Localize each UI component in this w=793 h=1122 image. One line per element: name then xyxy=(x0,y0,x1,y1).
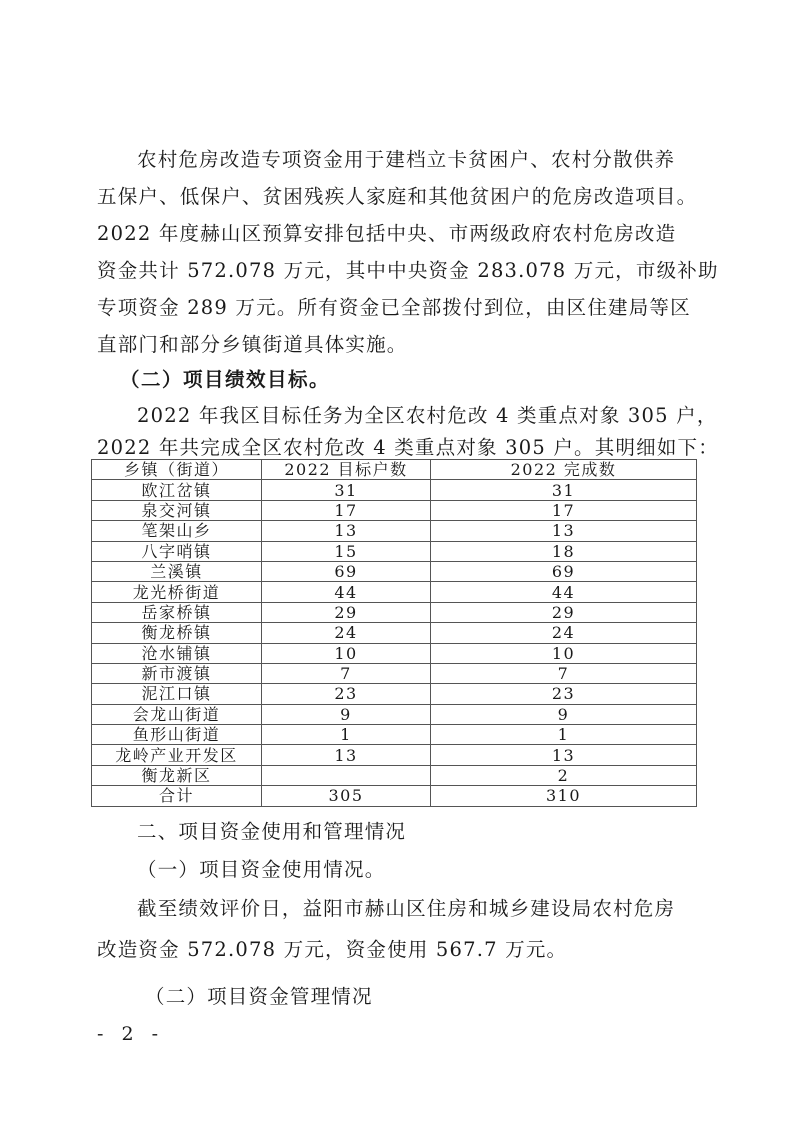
text-line: 2022 年共完成全区农村危改 4 类重点对象 305 户。其明细如下： xyxy=(97,436,719,459)
cell-completed: 1 xyxy=(431,725,697,745)
cell-target: 15 xyxy=(262,541,431,561)
cell-completed: 17 xyxy=(431,500,697,520)
table-row xyxy=(92,480,697,500)
cell-target: 69 xyxy=(262,561,431,581)
table-row xyxy=(92,663,697,683)
text-line: 资金共计 572.078 万元，其中中央资金 283.078 万元，市级补助 xyxy=(97,259,719,282)
cell-target: 29 xyxy=(262,602,431,622)
cell-completed: 13 xyxy=(431,521,697,541)
renovation-table xyxy=(91,459,697,807)
text-line: 直部门和部分乡镇街道具体实施。 xyxy=(97,333,408,356)
cell-town: 鱼形山街道 xyxy=(92,725,262,745)
cell-target: 1 xyxy=(262,725,431,745)
text-line: 2022 年我区目标任务为全区农村危改 4 类重点对象 305 户， xyxy=(137,404,718,427)
cell-town: 合计 xyxy=(92,786,262,806)
cell-town: 新市渡镇 xyxy=(92,663,262,683)
cell-completed: 69 xyxy=(431,561,697,581)
section-heading-performance-goals: （二）项目绩效目标。 xyxy=(120,368,331,391)
cell-completed: 2 xyxy=(431,765,697,785)
cell-target: 13 xyxy=(262,745,431,765)
cell-completed: 18 xyxy=(431,541,697,561)
cell-target: 305 xyxy=(262,786,431,806)
text-line: 截至绩效评价日，益阳市赫山区住房和城乡建设局农村危房 xyxy=(137,897,676,920)
text-line: 五保户、低保户、贫困残疾人家庭和其他贫困户的危房改造项目。 xyxy=(97,185,698,208)
cell-town: 泉交河镇 xyxy=(92,500,262,520)
cell-target: 31 xyxy=(262,480,431,500)
cell-town: 沧水铺镇 xyxy=(92,643,262,663)
table-row xyxy=(92,521,697,541)
table-row xyxy=(92,684,697,704)
cell-completed: 23 xyxy=(431,684,697,704)
cell-completed: 31 xyxy=(431,480,697,500)
cell-town: 龙岭产业开发区 xyxy=(92,745,262,765)
cell-town: 会龙山街道 xyxy=(92,704,262,724)
cell-completed: 44 xyxy=(431,582,697,602)
table-row xyxy=(92,602,697,622)
table-row xyxy=(92,500,697,520)
table-row xyxy=(92,786,697,806)
cell-town: 龙光桥街道 xyxy=(92,582,262,602)
table-row xyxy=(92,643,697,663)
cell-target: 7 xyxy=(262,663,431,683)
cell-target xyxy=(262,765,431,785)
header-target: 2022 目标户数 xyxy=(262,460,431,480)
cell-town: 八字哨镇 xyxy=(92,541,262,561)
cell-completed: 13 xyxy=(431,745,697,765)
text-line: 2022 年度赫山区预算安排包括中央、市两级政府农村危房改造 xyxy=(97,222,677,245)
table-row xyxy=(92,623,697,643)
table-row xyxy=(92,745,697,765)
subheading-fund-usage: （一）项目资金使用情况。 xyxy=(137,858,386,881)
text-line: 农村危房改造专项资金用于建档立卡贫困户、农村分散供养 xyxy=(137,148,676,171)
cell-town: 兰溪镇 xyxy=(92,561,262,581)
cell-town: 泥江口镇 xyxy=(92,684,262,704)
table-row xyxy=(92,765,697,785)
cell-target: 23 xyxy=(262,684,431,704)
cell-target: 10 xyxy=(262,643,431,663)
header-completed: 2022 完成数 xyxy=(431,460,697,480)
subheading-fund-management: （二）项目资金管理情况 xyxy=(145,985,373,1008)
cell-completed: 10 xyxy=(431,643,697,663)
cell-town: 欧江岔镇 xyxy=(92,480,262,500)
table-row xyxy=(92,582,697,602)
cell-town: 衡龙新区 xyxy=(92,765,262,785)
text-line: 改造资金 572.078 万元，资金使用 567.7 万元。 xyxy=(97,938,568,961)
cell-completed: 29 xyxy=(431,602,697,622)
cell-target: 44 xyxy=(262,582,431,602)
cell-completed: 310 xyxy=(431,786,697,806)
cell-town: 岳家桥镇 xyxy=(92,602,262,622)
cell-completed: 9 xyxy=(431,704,697,724)
section-heading-fund-usage-management: 二、项目资金使用和管理情况 xyxy=(137,820,407,843)
cell-completed: 24 xyxy=(431,623,697,643)
table-row xyxy=(92,561,697,581)
text-line: 专项资金 289 万元。所有资金已全部拨付到位，由区住建局等区 xyxy=(97,296,691,319)
header-town: 乡镇（街道） xyxy=(92,460,262,480)
cell-target: 13 xyxy=(262,521,431,541)
cell-target: 9 xyxy=(262,704,431,724)
cell-completed: 7 xyxy=(431,663,697,683)
cell-target: 17 xyxy=(262,500,431,520)
cell-target: 24 xyxy=(262,623,431,643)
table-row xyxy=(92,541,697,561)
table-header-row xyxy=(92,460,697,480)
table-row xyxy=(92,704,697,724)
table-row xyxy=(92,725,697,745)
cell-town: 衡龙桥镇 xyxy=(92,623,262,643)
page-number: - 2 - xyxy=(97,1023,165,1045)
cell-town: 笔架山乡 xyxy=(92,521,262,541)
